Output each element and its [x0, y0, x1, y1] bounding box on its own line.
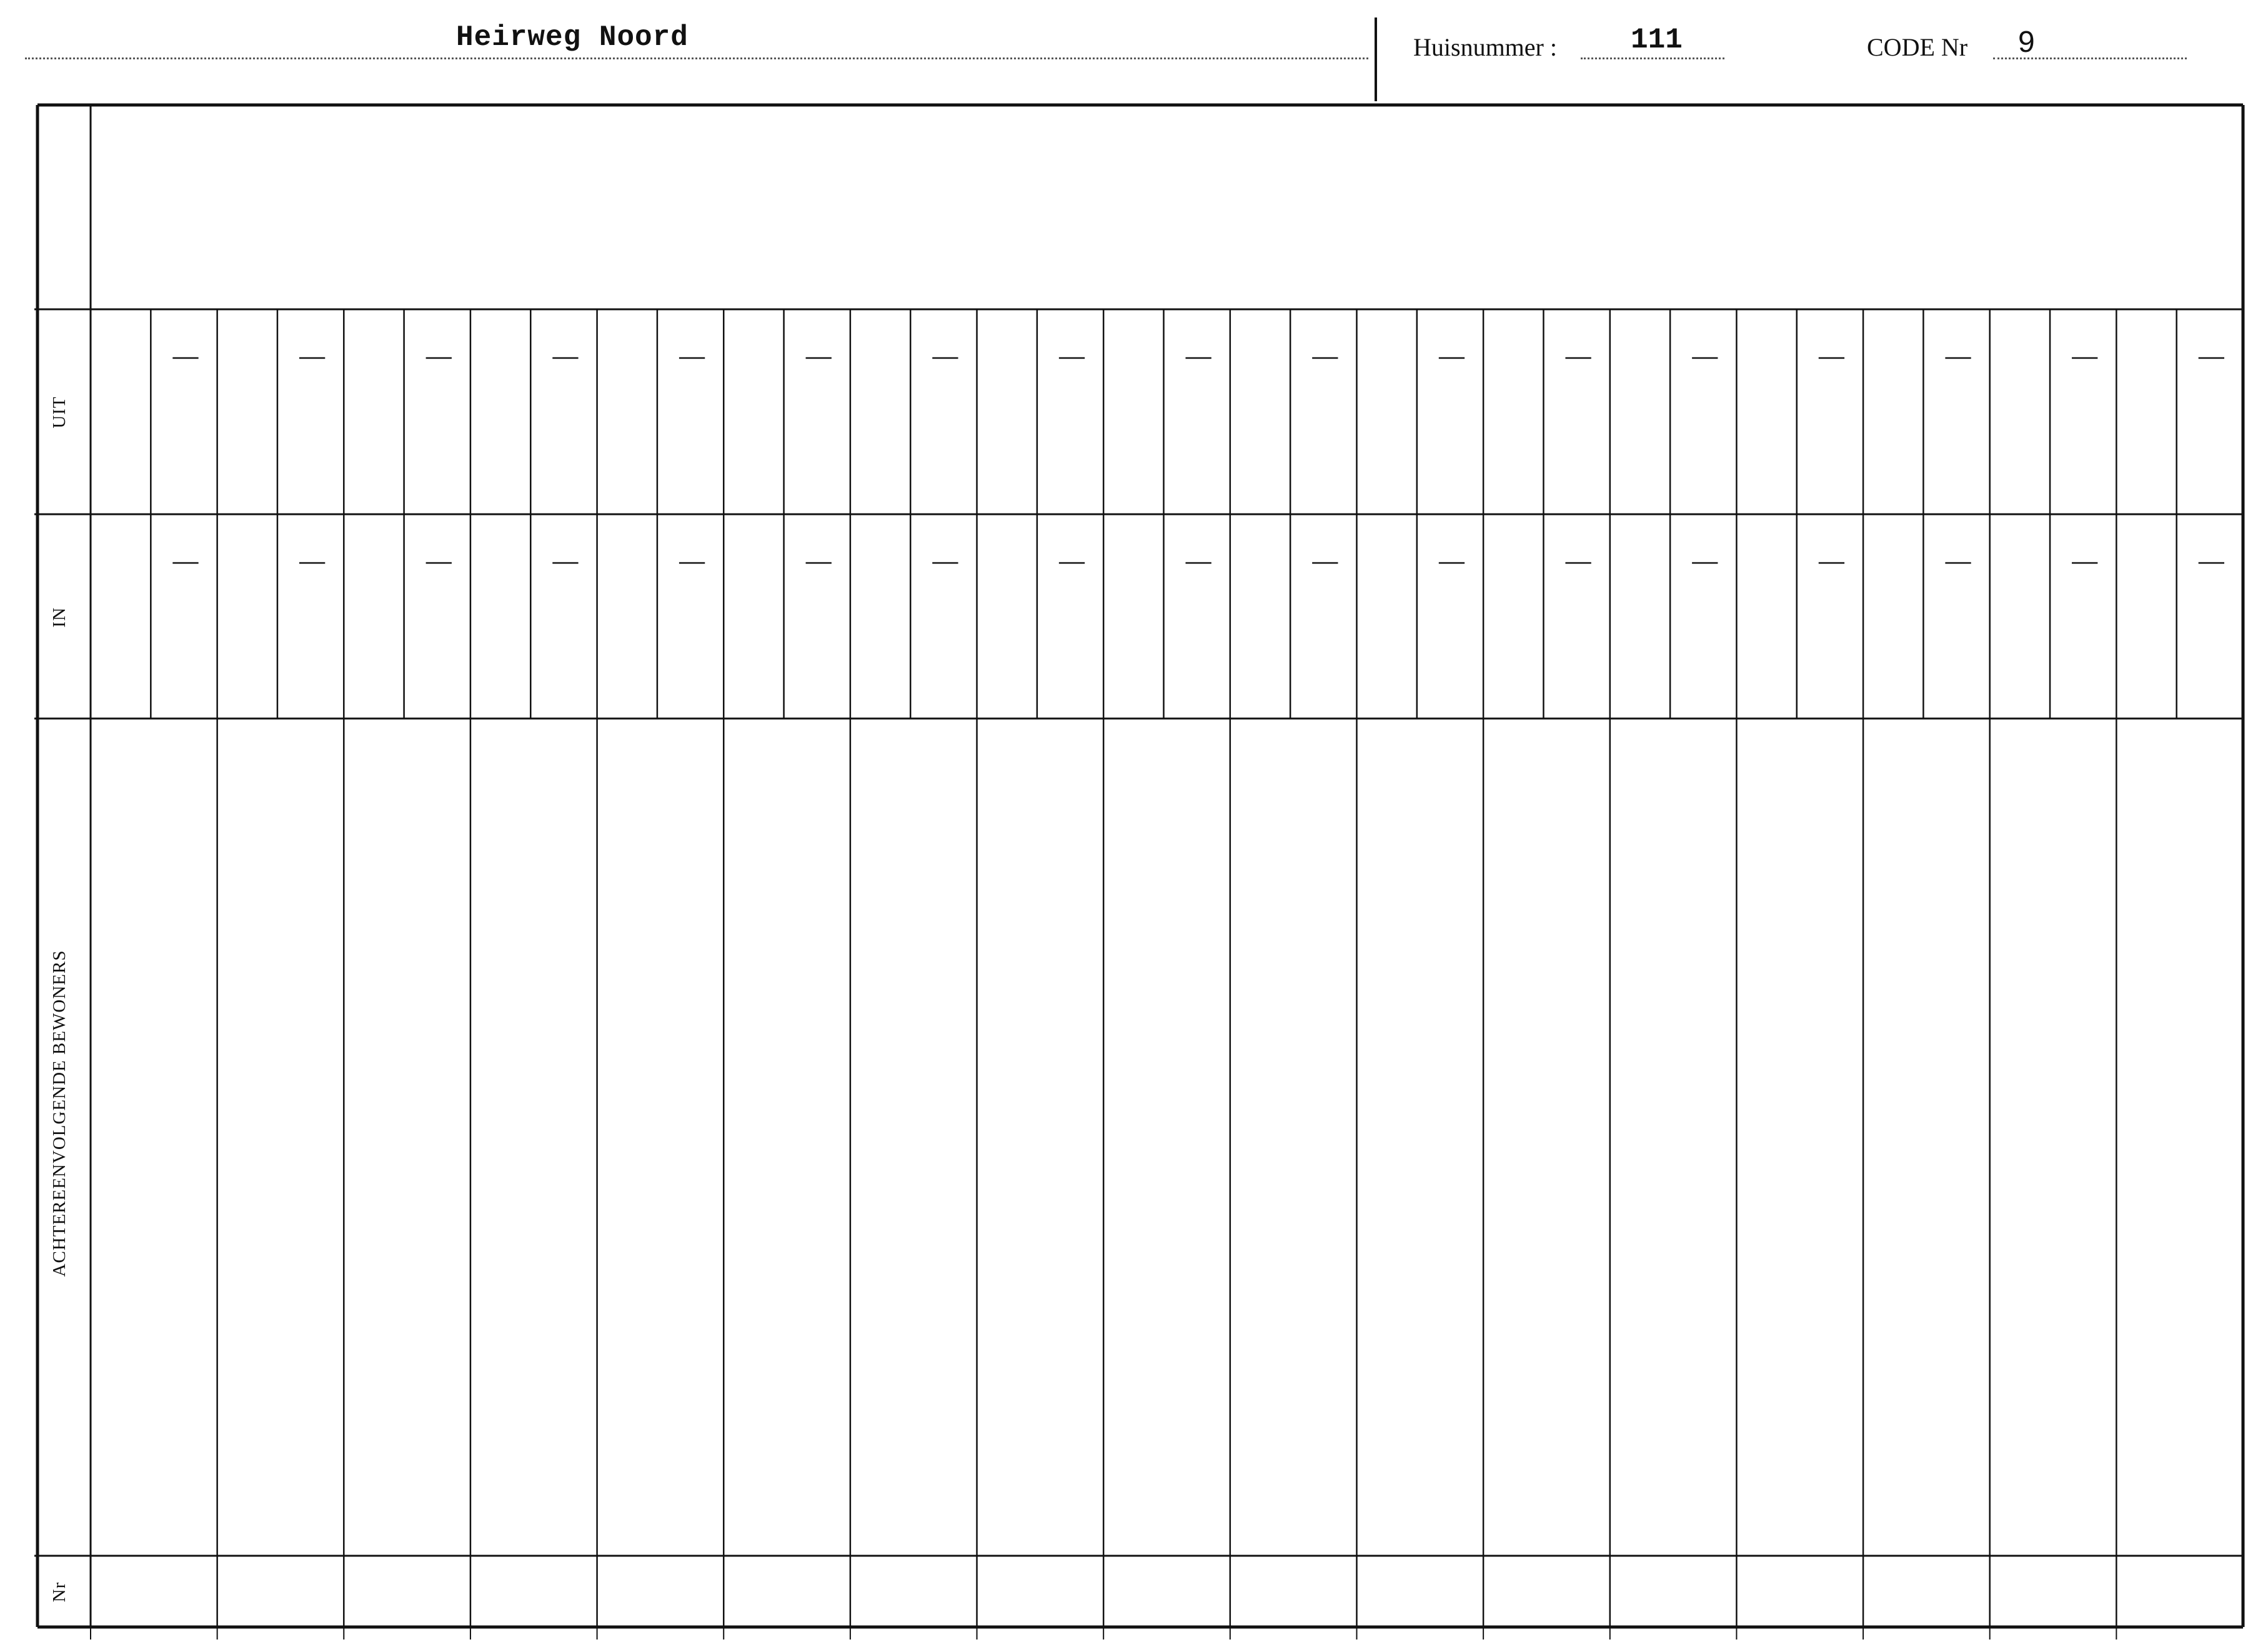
row-label-in: IN [49, 607, 69, 628]
code-value: 9 [2018, 26, 2035, 59]
code-label: CODE Nr [1867, 33, 1968, 61]
row-label-residents: ACHTEREENVOLGENDE BEWONERS [49, 950, 69, 1277]
row-label-nr: Nr [49, 1581, 69, 1603]
house-number-label: Huisnummer : [1413, 33, 1557, 61]
house-number-value: 111 [1631, 24, 1683, 56]
row-label-uit: UIT [49, 396, 69, 429]
street-name: Heirweg Noord [456, 21, 689, 54]
